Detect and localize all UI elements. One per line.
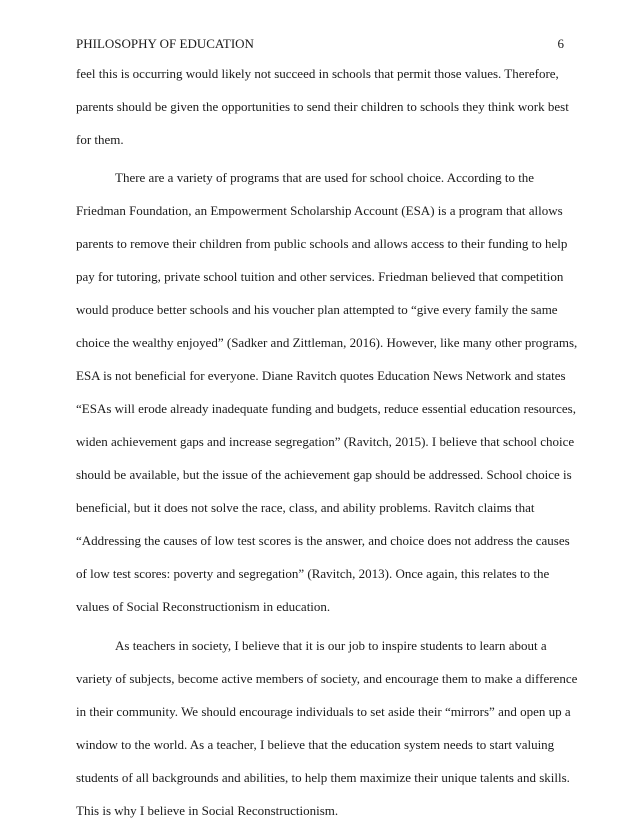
page-number: 6 xyxy=(557,36,564,51)
text-line: “ESAs will erode already inadequate funding and budgets, reduce essential education resources, xyxy=(76,401,576,416)
text-line: “Addressing the causes of low test scores is the answer, and choice does not address the causes xyxy=(76,533,570,548)
text-line: pay for tutoring, private school tuition and other services. Friedman believed that competition xyxy=(76,269,564,284)
text-line: parents should be given the opportunities to send their children to schools they think work best xyxy=(76,99,569,114)
text-line: This is why I believe in Social Reconstructionism. xyxy=(76,803,339,818)
running-head-title: PHILOSOPHY OF EDUCATION xyxy=(76,36,254,51)
text-line: beneficial, but it does not solve the race, class, and ability problems. Ravitch claims that xyxy=(76,500,535,515)
text-line: in their community. We should encourage individuals to set aside their “mirrors” and open up a xyxy=(76,704,571,719)
text-line: students of all backgrounds and abilities, to help them maximize their unique talents and skills. xyxy=(76,770,570,785)
text-line: Friedman Foundation, an Empowerment Scholarship Account (ESA) is a program that allows xyxy=(76,203,563,218)
text-line: ESA is not beneficial for everyone. Diane Ravitch quotes Education News Network and states xyxy=(76,368,566,383)
text-line: There are a variety of programs that are used for school choice. According to the xyxy=(115,170,535,185)
text-line: should be available, but the issue of the achievement gap should be addressed. School choice is xyxy=(76,467,572,482)
text-line: would produce better schools and his voucher plan attempted to “give every family the same xyxy=(76,302,558,317)
text-line: of low test scores: poverty and segregation” (Ravitch, 2013). Once again, this relates to the xyxy=(76,566,550,581)
text-line: values of Social Reconstructionism in education. xyxy=(76,599,331,614)
text-line: feel this is occurring would likely not succeed in schools that permit those values. Therefore, xyxy=(76,66,559,81)
text-line: widen achievement gaps and increase segregation” (Ravitch, 2015). I believe that school choice xyxy=(76,434,575,449)
text-line: window to the world. As a teacher, I believe that the education system needs to start valuing xyxy=(76,737,555,752)
text-line: choice the wealthy enjoyed” (Sadker and Zittleman, 2016). However, like many other programs, xyxy=(76,335,578,350)
running-head xyxy=(76,36,564,52)
text-line: variety of subjects, become active members of society, and encourage them to make a difference xyxy=(76,671,578,686)
text-line: for them. xyxy=(76,132,124,147)
text-line: parents to remove their children from public schools and allows access to their funding to help xyxy=(76,236,568,251)
text-line: As teachers in society, I believe that it is our job to inspire students to learn about a xyxy=(115,638,547,653)
